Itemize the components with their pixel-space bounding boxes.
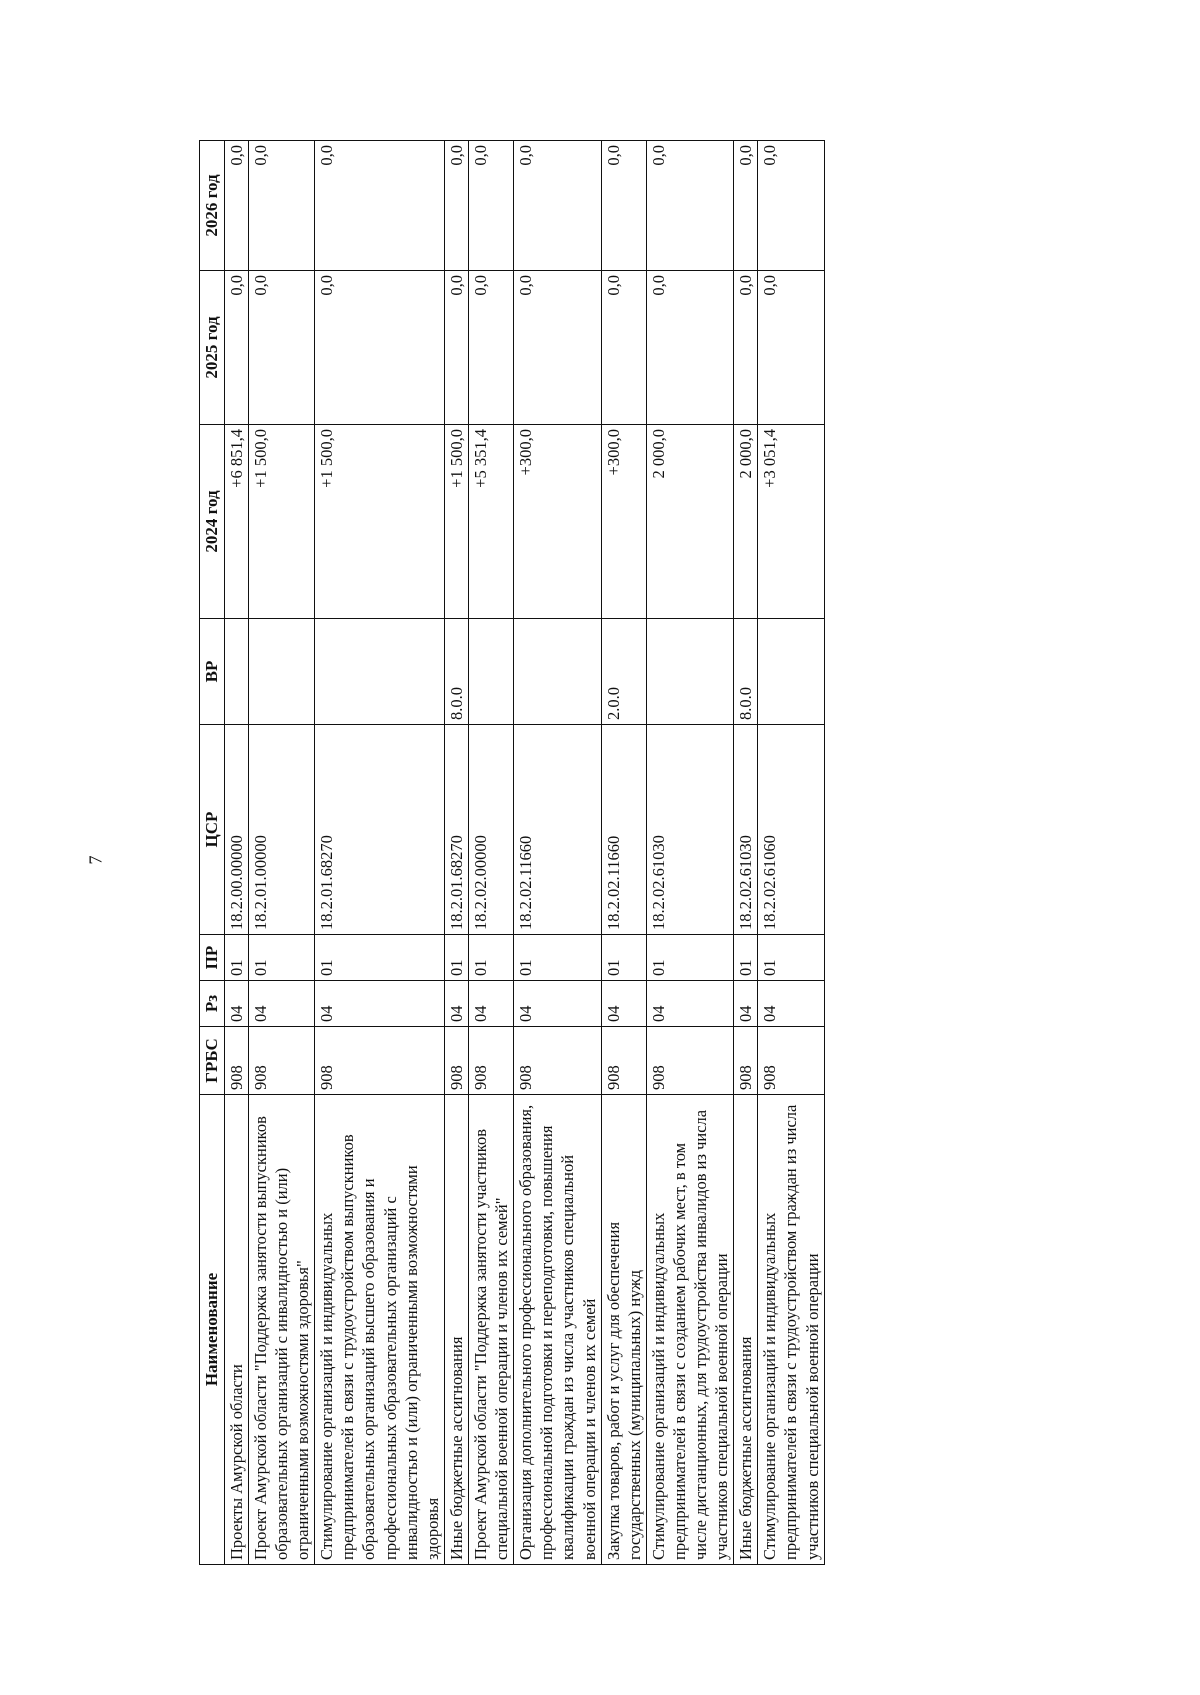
cell-2026: 0,0 [315, 141, 445, 271]
cell-rz: 04 [514, 981, 601, 1027]
rotated-page-content [199, 141, 999, 1565]
table-body [224, 141, 824, 1565]
cell-pr: 01 [646, 935, 733, 981]
cell-grbs: 908 [734, 1027, 758, 1095]
cell-pr: 01 [224, 935, 248, 981]
cell-2026: 0,0 [514, 141, 601, 271]
cell-csr: 18.2.02.61030 [734, 725, 758, 935]
header-pr: ПР [200, 935, 225, 981]
cell-rz: 04 [444, 981, 468, 1027]
table-row [444, 141, 468, 1565]
cell-pr: 01 [315, 935, 445, 981]
cell-2025: 0,0 [514, 271, 601, 425]
cell-vr [468, 619, 513, 725]
cell-2024: +300,0 [601, 425, 646, 619]
cell-2024: +3 051,4 [758, 425, 824, 619]
header-grbs: ГРБС [200, 1027, 225, 1095]
table-header-row [200, 141, 225, 1565]
cell-name: Проект Амурской области "Поддержка занятости участников специальной военной операции и членов их семей" [468, 1095, 513, 1565]
cell-2025: 0,0 [444, 271, 468, 425]
cell-csr: 18.2.01.68270 [444, 725, 468, 935]
cell-2025: 0,0 [315, 271, 445, 425]
cell-pr: 01 [734, 935, 758, 981]
cell-2026: 0,0 [248, 141, 314, 271]
cell-vr [248, 619, 314, 725]
cell-pr: 01 [248, 935, 314, 981]
cell-2024: +5 351,4 [468, 425, 513, 619]
cell-2025: 0,0 [468, 271, 513, 425]
cell-rz: 04 [601, 981, 646, 1027]
cell-grbs: 908 [224, 1027, 248, 1095]
cell-2024: +1 500,0 [315, 425, 445, 619]
cell-vr: 8.0.0 [444, 619, 468, 725]
page-number: 7 [85, 855, 106, 865]
cell-rz: 04 [224, 981, 248, 1027]
cell-2026: 0,0 [444, 141, 468, 271]
cell-grbs: 908 [646, 1027, 733, 1095]
header-vr: ВР [200, 619, 225, 725]
cell-2024: +6 851,4 [224, 425, 248, 619]
cell-grbs: 908 [248, 1027, 314, 1095]
cell-vr: 8.0.0 [734, 619, 758, 725]
table-row [734, 141, 758, 1565]
cell-rz: 04 [468, 981, 513, 1027]
cell-name: Стимулирование организаций и индивидуальных предпринимателей в связи с трудоустройством выпускников образовательных организаций высшего образования и профессиональных образовательных организаций с инвалидностью и (или) ограниченными возможностями здоровья [315, 1095, 445, 1565]
cell-2026: 0,0 [224, 141, 248, 271]
cell-grbs: 908 [315, 1027, 445, 1095]
cell-rz: 04 [248, 981, 314, 1027]
header-rz: Рз [200, 981, 225, 1027]
cell-2024: 2 000,0 [734, 425, 758, 619]
cell-pr: 01 [444, 935, 468, 981]
cell-2026: 0,0 [646, 141, 733, 271]
cell-csr: 18.2.00.00000 [224, 725, 248, 935]
cell-grbs: 908 [514, 1027, 601, 1095]
cell-pr: 01 [758, 935, 824, 981]
cell-2024: +1 500,0 [248, 425, 314, 619]
cell-vr [758, 619, 824, 725]
cell-vr [315, 619, 445, 725]
cell-name: Организация дополнительного профессионального образования, профессиональной подготовки и переподготовки, повышения квалификации граждан из числа участников специальной военной операции и членов их семей [514, 1095, 601, 1565]
table-row [646, 141, 733, 1565]
cell-name: Проект Амурской области "Поддержка занятости выпускников образовательных организаций с инвалидностью и (или) ограниченными возможностями здоровья" [248, 1095, 314, 1565]
cell-2025: 0,0 [248, 271, 314, 425]
header-2025: 2025 год [200, 271, 225, 425]
cell-name: Иные бюджетные ассигнования [444, 1095, 468, 1565]
cell-csr: 18.2.02.61060 [758, 725, 824, 935]
cell-vr [514, 619, 601, 725]
cell-csr: 18.2.02.11660 [514, 725, 601, 935]
cell-grbs: 908 [758, 1027, 824, 1095]
cell-name: Стимулирование организаций и индивидуальных предпринимателей в связи с созданием рабочих мест, в том числе дистанционных, для трудоустройства инвалидов из числа участников специальной военной операции [646, 1095, 733, 1565]
cell-rz: 04 [758, 981, 824, 1027]
cell-2025: 0,0 [734, 271, 758, 425]
cell-2025: 0,0 [224, 271, 248, 425]
cell-vr [646, 619, 733, 725]
cell-csr: 18.2.01.00000 [248, 725, 314, 935]
cell-2026: 0,0 [601, 141, 646, 271]
cell-pr: 01 [514, 935, 601, 981]
cell-2024: +300,0 [514, 425, 601, 619]
cell-vr: 2.0.0 [601, 619, 646, 725]
cell-2026: 0,0 [468, 141, 513, 271]
cell-2025: 0,0 [758, 271, 824, 425]
header-2026: 2026 год [200, 141, 225, 271]
table-row [514, 141, 601, 1565]
cell-csr: 18.2.02.00000 [468, 725, 513, 935]
cell-name: Стимулирование организаций и индивидуальных предпринимателей в связи с трудоустройством граждан из числа участников специальной военной операции [758, 1095, 824, 1565]
cell-rz: 04 [315, 981, 445, 1027]
cell-2025: 0,0 [646, 271, 733, 425]
table-row [601, 141, 646, 1565]
cell-2026: 0,0 [734, 141, 758, 271]
cell-name: Проекты Амурской области [224, 1095, 248, 1565]
header-csr: ЦСР [200, 725, 225, 935]
header-2024: 2024 год [200, 425, 225, 619]
cell-csr: 18.2.02.11660 [601, 725, 646, 935]
header-name: Наименование [200, 1095, 225, 1565]
table-row [758, 141, 824, 1565]
cell-name: Иные бюджетные ассигнования [734, 1095, 758, 1565]
cell-2024: +1 500,0 [444, 425, 468, 619]
cell-grbs: 908 [468, 1027, 513, 1095]
cell-csr: 18.2.02.61030 [646, 725, 733, 935]
table-row [248, 141, 314, 1565]
cell-csr: 18.2.01.68270 [315, 725, 445, 935]
table-row [315, 141, 445, 1565]
table-row [468, 141, 513, 1565]
cell-grbs: 908 [444, 1027, 468, 1095]
cell-name: Закупка товаров, работ и услуг для обеспечения государственных (муниципальных) нужд [601, 1095, 646, 1565]
budget-table [199, 140, 825, 1565]
cell-pr: 01 [468, 935, 513, 981]
table-row [224, 141, 248, 1565]
cell-rz: 04 [646, 981, 733, 1027]
cell-2026: 0,0 [758, 141, 824, 271]
cell-rz: 04 [734, 981, 758, 1027]
cell-vr [224, 619, 248, 725]
cell-pr: 01 [601, 935, 646, 981]
cell-grbs: 908 [601, 1027, 646, 1095]
cell-2025: 0,0 [601, 271, 646, 425]
cell-2024: 2 000,0 [646, 425, 733, 619]
